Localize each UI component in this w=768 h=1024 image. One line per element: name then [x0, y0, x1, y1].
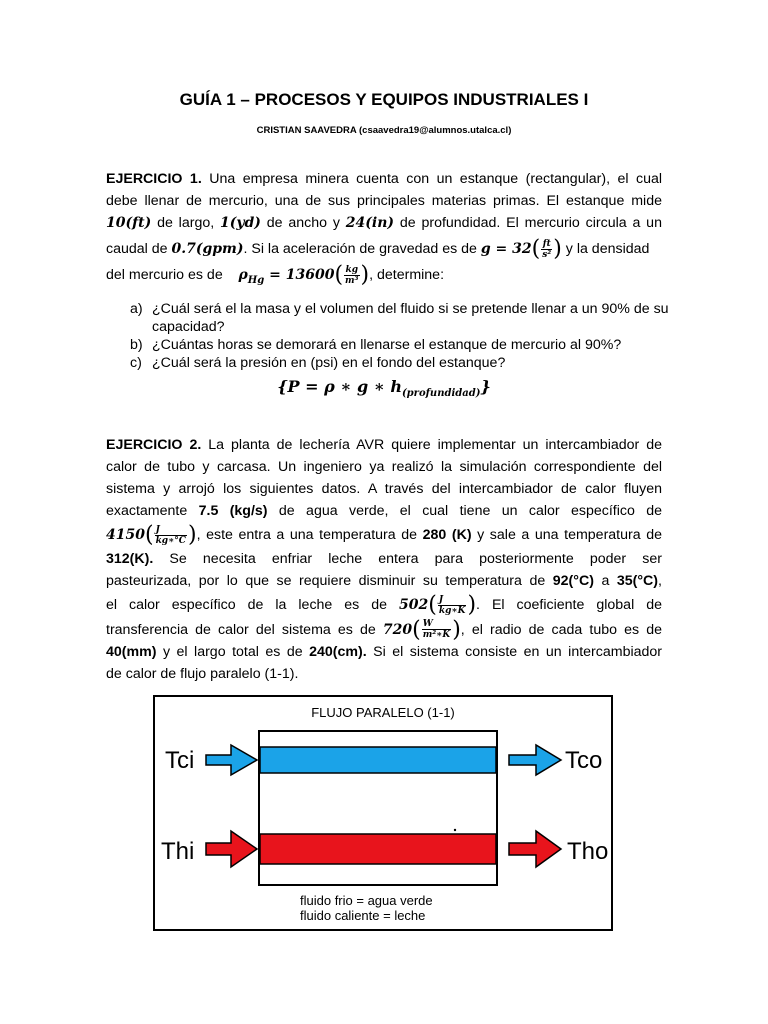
page-title: GUÍA 1 – PROCESOS Y EQUIPOS INDUSTRIALES I [179, 90, 589, 109]
ex2-line-9: transferencia de calor del sistema es de 720( $\frac{W}{\text{m²∗K}}$ ), el radio de cada tubo es de [106, 616, 662, 642]
milk-cp-units: $\frac{J}{kg∗K}$ [438, 595, 466, 616]
ex2-line-4: exactamente 7.5 (kg/s) de agua verde, el cual tiene un calor específico de [106, 503, 662, 519]
ex2-line-11: de calor de flujo paralelo (1-1). [106, 665, 299, 682]
ex1-question-list [130, 300, 670, 372]
exercise-2-text [106, 434, 662, 685]
tco-label: Tco [565, 747, 603, 774]
author-line: CRISTIAN SAAVEDRA (csaavedra19@alumnos.utalca.cl) [256, 125, 512, 136]
list-item: c) ¿Cuál será la presión en (psi) en el fondo del estanque? [130, 355, 506, 371]
cold-inlet-arrow [206, 745, 257, 775]
density-symbol: ρ [238, 267, 248, 284]
density-units: $\frac{kg}{\text{m³}}$ [345, 265, 359, 286]
water-cp-units: $\frac{J}{kg∗^\circ C}$ [155, 524, 186, 546]
caption-hot-fluid: fluido caliente = leche [300, 908, 426, 923]
ex1-label: EJERCICIO 1. [106, 171, 202, 187]
flow-value: 0.7(gpm) [171, 241, 244, 257]
caption-cold-fluid: fluido frio = agua verde [300, 893, 433, 908]
ex1-line-3: 10(ft) de largo, 1(yd) de ancho y 24(in) de profundidad. El mercurio circula a un [106, 215, 662, 231]
ex2-line-2: calor de tubo y carcasa. Un ingeniero ya realizó la simulación correspondiente del [106, 459, 662, 475]
list-item: b) ¿Cuántas horas se demorará en llenarse el estanque de mercurio al 90%? [130, 337, 622, 353]
hot-inlet-arrow [206, 831, 257, 867]
ex1-line-1: EJERCICIO 1. Una empresa minera cuenta con un estanque (rectangular), el cual [106, 171, 662, 187]
cold-outlet-arrow [509, 745, 561, 775]
ex2-label: EJERCICIO 2. [106, 437, 202, 453]
ex2-line-5: 4150( $\frac{J}{kg∗^\circ C}$ ), este entra a una temperatura de 280 (K) y sale a una temperatura de [106, 522, 662, 548]
ex2-line-1: EJERCICIO 2. La planta de lechería AVR quiere implementar un intercambiador de [106, 437, 663, 453]
ex1-line-4: caudal de 0.7(gpm). Si la aceleración de gravedad es de g = 32( $\frac{ft}{\text{s²}}$ ) y la densidad [106, 236, 650, 262]
gravity-units: $\frac{ft}{\text{s²}}$ [542, 238, 552, 260]
length-value: 10(ft) [106, 215, 152, 231]
hot-tube [260, 834, 496, 864]
parallel-flow-diagram [153, 695, 613, 931]
ex2-line-7: pasteurizada, por lo que se requiere disminuir su temperatura de 92(°C) a 35(°C), [106, 573, 662, 590]
pressure-formula: {P = ρ ∗ g ∗ $h_{(profundidad)}$} [277, 377, 491, 400]
tho-label: Tho [567, 838, 609, 865]
small-dot [454, 829, 456, 831]
diagram-title: FLUJO PARALELO (1-1) [311, 705, 455, 720]
ex2-line-10: 40(mm) y el largo total es de 240(cm). Si el sistema consiste en un intercambiador [106, 643, 663, 660]
ex1-line-5: del mercurio es de $\rho_{Hg} = 13600$( $\frac{kg}{\text{m³}}$ ), determine: [106, 262, 445, 288]
cold-tube [260, 747, 496, 773]
thi-label: Thi [161, 838, 195, 865]
density-value: = 13600 [264, 267, 335, 284]
ex1-line-2: debe llenar de mercurio, una de sus principales materias primas. El estanque mide [106, 193, 662, 209]
ex2-line-3: sistema y arrojó los siguientes datos. A través del intercambiador de calor fluyen [106, 481, 662, 497]
ex2-line-6: 312(K). Se necesita enfriar leche entera para posteriormente poder ser [106, 551, 662, 568]
gravity-value: g = 32 [480, 241, 532, 257]
list-item: a) ¿Cuál será el la masa y el volumen del fluido si se pretende llenar a un 90% de su capacidad? [130, 301, 669, 335]
hot-outlet-arrow [509, 831, 561, 867]
width-value: 1(yd) [220, 215, 261, 231]
tci-label: Tci [165, 747, 195, 774]
ex2-line-8: el calor específico de la leche es de 502( $\frac{J}{kg∗K}$ ). El coeficiente global de [106, 592, 662, 618]
u-units: $\frac{W}{\text{m²∗K}}$ [422, 619, 451, 641]
diagram-caption [300, 893, 433, 923]
depth-value: 24(in) [345, 215, 395, 231]
exercise-1-text [106, 168, 662, 292]
